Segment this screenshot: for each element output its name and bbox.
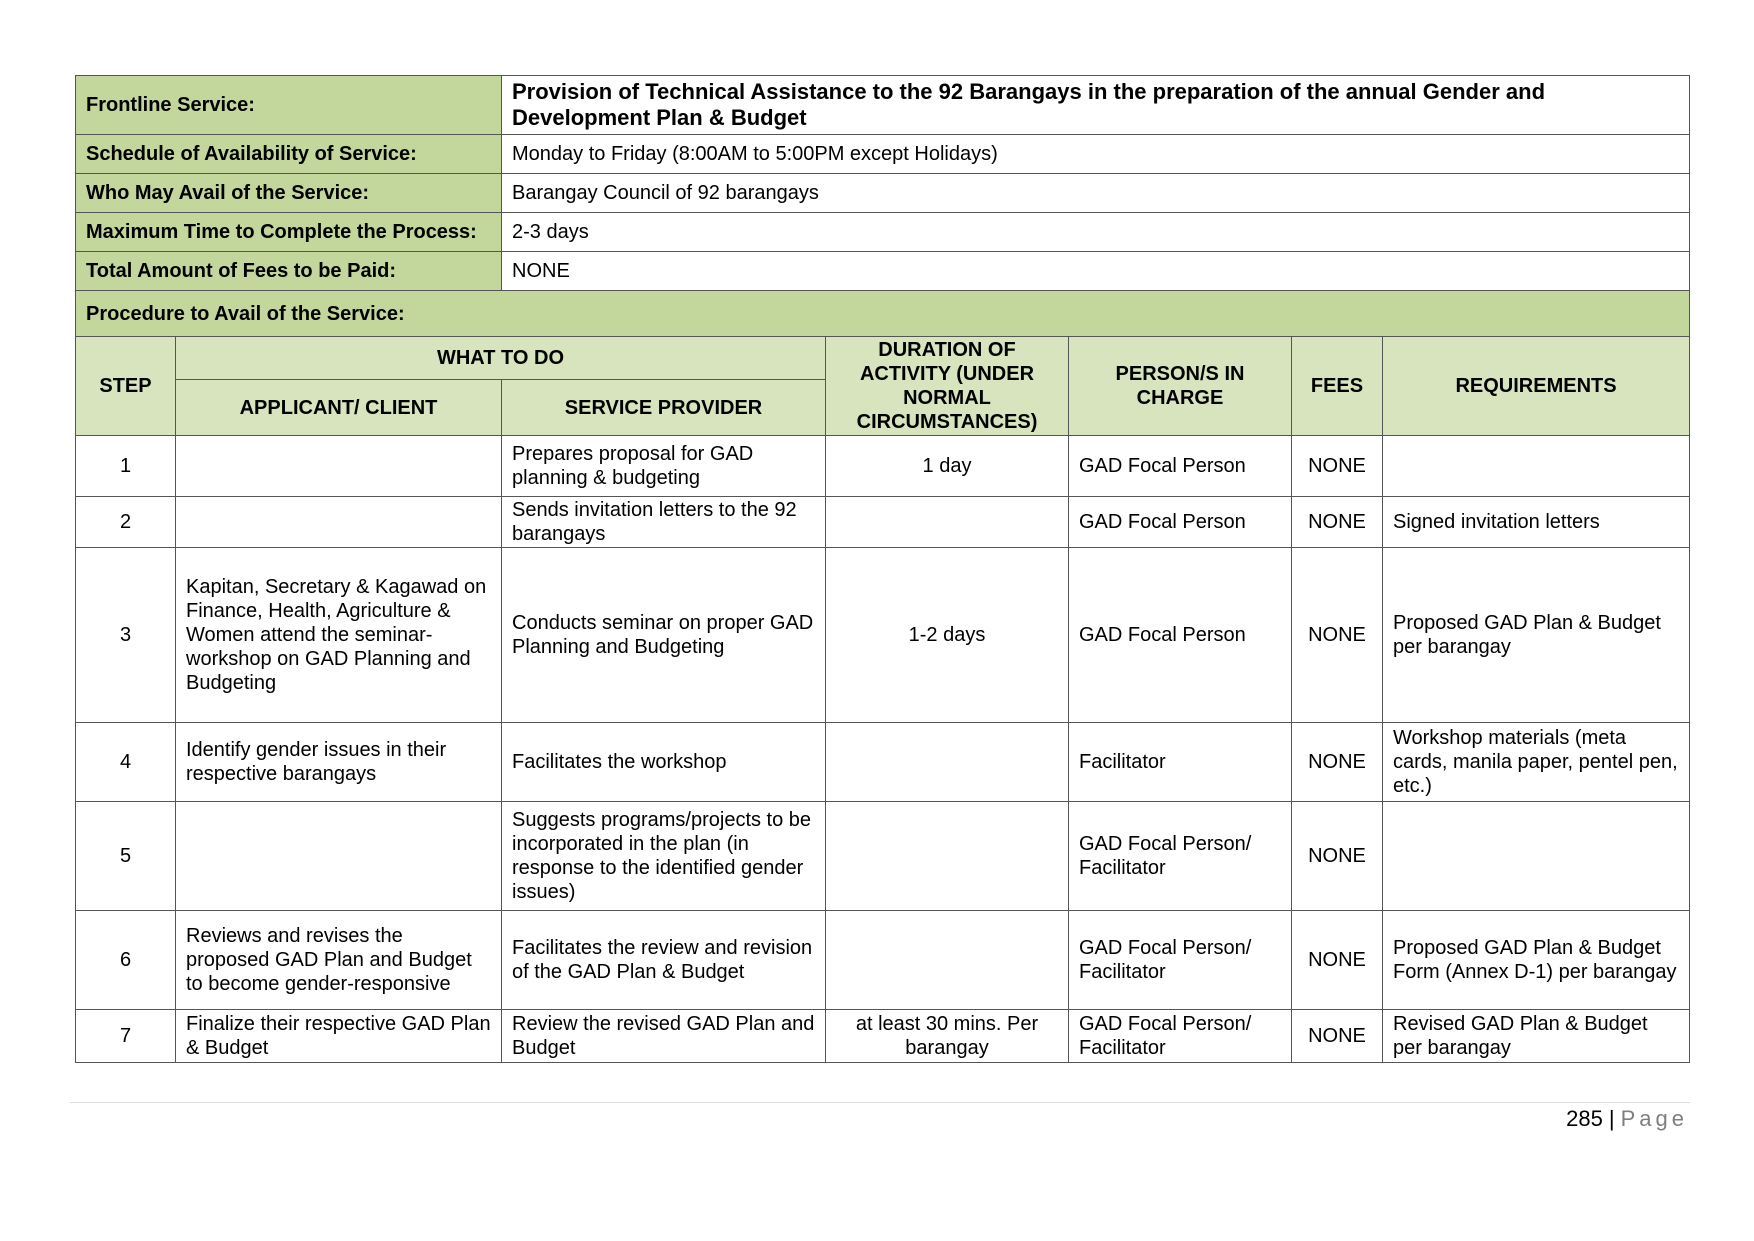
step-cell: 7 (76, 1010, 176, 1063)
table-row (76, 911, 1690, 1010)
step-cell: 4 (76, 723, 176, 802)
schedule-value: Monday to Friday (8:00AM to 5:00PM except Holidays) (502, 135, 1690, 174)
fees-cell: NONE (1292, 436, 1383, 497)
requirements-cell: Signed invitation letters (1383, 497, 1690, 548)
applicant-cell (176, 497, 502, 548)
duration-cell (826, 723, 1069, 802)
fees-total-label: Total Amount of Fees to be Paid: (76, 252, 502, 291)
fees-cell: NONE (1292, 1010, 1383, 1063)
requirements-cell (1383, 436, 1690, 497)
page-separator: | (1608, 1106, 1615, 1131)
max-time-label: Maximum Time to Complete the Process: (76, 213, 502, 252)
steps-body (76, 436, 1690, 1063)
provider-cell: Prepares proposal for GAD planning & budgeting (502, 436, 826, 497)
fees-cell: NONE (1292, 497, 1383, 548)
col-applicant: APPLICANT/ CLIENT (176, 380, 502, 436)
footer-divider (70, 1102, 1690, 1103)
provider-cell: Conducts seminar on proper GAD Planning and Budgeting (502, 548, 826, 723)
max-time-row (76, 213, 1690, 252)
step-cell: 2 (76, 497, 176, 548)
person-cell: GAD Focal Person (1069, 497, 1292, 548)
requirements-cell: Proposed GAD Plan & Budget per barangay (1383, 548, 1690, 723)
fees-cell: NONE (1292, 723, 1383, 802)
service-document (75, 75, 1689, 1063)
schedule-label: Schedule of Availability of Service: (76, 135, 502, 174)
requirements-cell: Proposed GAD Plan & Budget Form (Annex D-1) per barangay (1383, 911, 1690, 1010)
column-header-row-1 (76, 337, 1690, 380)
requirements-cell (1383, 802, 1690, 911)
fees-cell: NONE (1292, 802, 1383, 911)
duration-cell (826, 802, 1069, 911)
frontline-value: Provision of Technical Assistance to the 92 Barangays in the preparation of the annual Gender and Development Plan & Budget (502, 76, 1690, 135)
who-row (76, 174, 1690, 213)
frontline-label: Frontline Service: (76, 76, 502, 135)
fees-total-value: NONE (502, 252, 1690, 291)
fees-cell: NONE (1292, 548, 1383, 723)
step-cell: 5 (76, 802, 176, 911)
person-cell: GAD Focal Person (1069, 436, 1292, 497)
person-cell: GAD Focal Person/ Facilitator (1069, 1010, 1292, 1063)
applicant-cell: Finalize their respective GAD Plan & Budget (176, 1010, 502, 1063)
person-cell: GAD Focal Person/ Facilitator (1069, 802, 1292, 911)
col-requirements: REQUIREMENTS (1383, 337, 1690, 436)
table-row (76, 497, 1690, 548)
provider-cell: Facilitates the review and revision of the GAD Plan & Budget (502, 911, 826, 1010)
applicant-cell: Kapitan, Secretary & Kagawad on Finance, Health, Agriculture & Women attend the seminar-workshop on GAD Planning and Budgeting (176, 548, 502, 723)
col-provider: SERVICE PROVIDER (502, 380, 826, 436)
provider-cell: Facilitates the workshop (502, 723, 826, 802)
requirements-cell: Revised GAD Plan & Budget per barangay (1383, 1010, 1690, 1063)
col-step: STEP (76, 337, 176, 436)
duration-cell (826, 911, 1069, 1010)
service-table (75, 75, 1690, 1063)
max-time-value: 2-3 days (502, 213, 1690, 252)
step-cell: 6 (76, 911, 176, 1010)
duration-cell: 1-2 days (826, 548, 1069, 723)
provider-cell: Sends invitation letters to the 92 barangays (502, 497, 826, 548)
provider-cell: Suggests programs/projects to be incorporated in the plan (in response to the identified gender issues) (502, 802, 826, 911)
page-footer (1566, 1106, 1688, 1132)
who-value: Barangay Council of 92 barangays (502, 174, 1690, 213)
table-row (76, 802, 1690, 911)
applicant-cell: Reviews and revises the proposed GAD Plan and Budget to become gender-responsive (176, 911, 502, 1010)
schedule-row (76, 135, 1690, 174)
frontline-row (76, 76, 1690, 135)
applicant-cell: Identify gender issues in their respective barangays (176, 723, 502, 802)
fees-total-row (76, 252, 1690, 291)
col-person: PERSON/S IN CHARGE (1069, 337, 1292, 436)
page-word: Page (1620, 1106, 1688, 1131)
applicant-cell (176, 436, 502, 497)
step-cell: 1 (76, 436, 176, 497)
table-row (76, 436, 1690, 497)
col-fees: FEES (1292, 337, 1383, 436)
table-row (76, 548, 1690, 723)
provider-cell: Review the revised GAD Plan and Budget (502, 1010, 826, 1063)
page-number: 285 (1566, 1106, 1603, 1131)
fees-cell: NONE (1292, 911, 1383, 1010)
col-duration: DURATION OF ACTIVITY (UNDER NORMAL CIRCUMSTANCES) (826, 337, 1069, 436)
person-cell: Facilitator (1069, 723, 1292, 802)
step-cell: 3 (76, 548, 176, 723)
requirements-cell: Workshop materials (meta cards, manila paper, pentel pen, etc.) (1383, 723, 1690, 802)
duration-cell: 1 day (826, 436, 1069, 497)
person-cell: GAD Focal Person (1069, 548, 1292, 723)
who-label: Who May Avail of the Service: (76, 174, 502, 213)
col-what-to-do: WHAT TO DO (176, 337, 826, 380)
duration-cell: at least 30 mins. Per barangay (826, 1010, 1069, 1063)
person-cell: GAD Focal Person/ Facilitator (1069, 911, 1292, 1010)
procedure-label: Procedure to Avail of the Service: (76, 291, 1690, 337)
table-row (76, 1010, 1690, 1063)
procedure-row (76, 291, 1690, 337)
duration-cell (826, 497, 1069, 548)
applicant-cell (176, 802, 502, 911)
table-row (76, 723, 1690, 802)
